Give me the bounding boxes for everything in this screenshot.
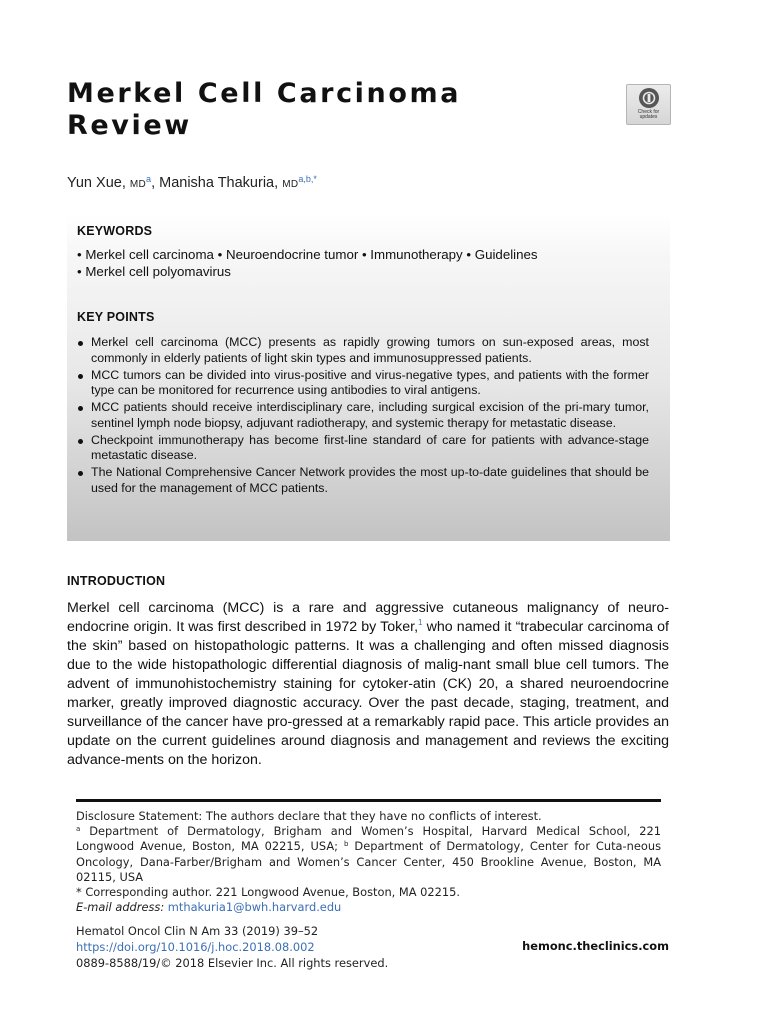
affiliation-mark: b [343,840,349,849]
affiliation-mark[interactable]: a,b,* [298,174,317,184]
journal-citation: Hematol Oncol Clin N Am 33 (2019) 39–52 [76,924,319,938]
introduction-paragraph [67,599,669,770]
email-label: E-mail address: [76,900,165,915]
crossmark-icon [639,88,659,108]
author-name: Manisha Thakuria, [159,175,279,191]
affiliations: $^a$ Department of Dermatology, Brigham and Women’s Hospital, Harvard Medical School, 221 Longwood Avenue, Boston, MA 02215, USA; $^b$ Department of Dermatology, Center for Cuta-neous Oncology, Dana-Farber/Brigham and Women’s Cancer Center, 450 Brookline Avenue, Boston, MA 02115, USA [76,824,661,884]
email-line [76,900,661,915]
author-name: Yun Xue, [67,175,126,191]
article-meta [76,923,388,971]
author-degree: MD [282,179,299,190]
affiliation-mark: a [76,825,81,834]
footnote-divider [76,799,661,802]
keywords-keypoints-box [67,214,670,541]
title-line-2: Review [67,110,192,141]
author-separator: , [151,175,160,191]
keywords-line: • Merkel cell polyomavirus [77,264,231,279]
author-list [67,175,317,191]
key-point-item: Merkel cell carcinoma (MCC) presents as rapidly growing tumors on sun-exposed areas, most commonly in elderly patients of light skin types and immunosuppressed patients. [77,335,649,366]
article-title [67,78,461,142]
key-point-item: Checkpoint immunotherapy has become first-line standard of care for patients with advance-stage metastatic disease. [77,433,649,464]
footnotes [76,809,661,915]
doi-link[interactable]: https://doi.org/10.1016/j.hoc.2018.08.002 [76,940,315,954]
check-for-updates-badge[interactable] [626,84,671,125]
key-point-item: MCC tumors can be divided into virus-positive and virus-negative types, and patients with the former type can be monitored for recurrence using antibodies to viral antigens. [77,368,649,399]
intro-text: Merkel cell carcinoma (MCC) is a rare and aggressive cutaneous malignancy of neuro-endocrine origin. It was first described in 1972 by Toker, [67,600,669,635]
author-degree: MD [129,179,147,190]
copyright: 0889-8588/19/© 2018 Elsevier Inc. All rights reserved. [76,956,389,970]
introduction-heading: INTRODUCTION [67,574,166,588]
key-points-list [77,335,649,498]
title-line-1: Merkel Cell Carcinoma [67,78,462,109]
key-points-heading: KEY POINTS [77,310,155,324]
keywords-line: • Merkel cell carcinoma • Neuroendocrine tumor • Immunotherapy • Guidelines [77,247,538,262]
key-point-item: The National Comprehensive Cancer Network provides the most up-to-date guidelines that should be used for the management of MCC patients. [77,465,649,496]
corresponding-author: * Corresponding author. 221 Longwood Avenue, Boston, MA 02215. [76,885,461,900]
disclosure-statement: Disclosure Statement: The authors declare that they have no conflicts of interest. [76,809,542,823]
key-point-item: MCC patients should receive interdisciplinary care, including surgical excision of the pri-mary tumor, sentinel lymph node biopsy, adjuvant radiotherapy, and systemic therapy for metastatic disease. [77,400,649,431]
badge-label: Check for updates [637,109,660,120]
affiliation-mark[interactable]: a [146,174,152,184]
intro-text: who named it “trabecular carcinoma of the skin” based on histopathologic patterns. It was a challenging and often missed diagnosis due to the wide histopathologic differential diagnosis of malig-nant small blue cell tumors. The advent of immunohistochemistry staining for cytoker-atin (CK) 20, a shared neuroendocrine marker, greatly improved diagnostic accuracy. Over the past decade, staging, treatment, and surveillance of the cancer have pro-gressed at a remarkably rapid pace. This article provides an update on the current guidelines around diagnosis and management and reviews the exciting advance-ments on the horizon. [67,619,669,768]
keywords-heading: KEYWORDS [77,224,153,238]
reference-link[interactable]: 1 [418,618,423,627]
journal-website[interactable]: hemonc.theclinics.com [522,939,669,953]
email-link[interactable]: mthakuria1@bwh.harvard.edu [167,900,342,915]
